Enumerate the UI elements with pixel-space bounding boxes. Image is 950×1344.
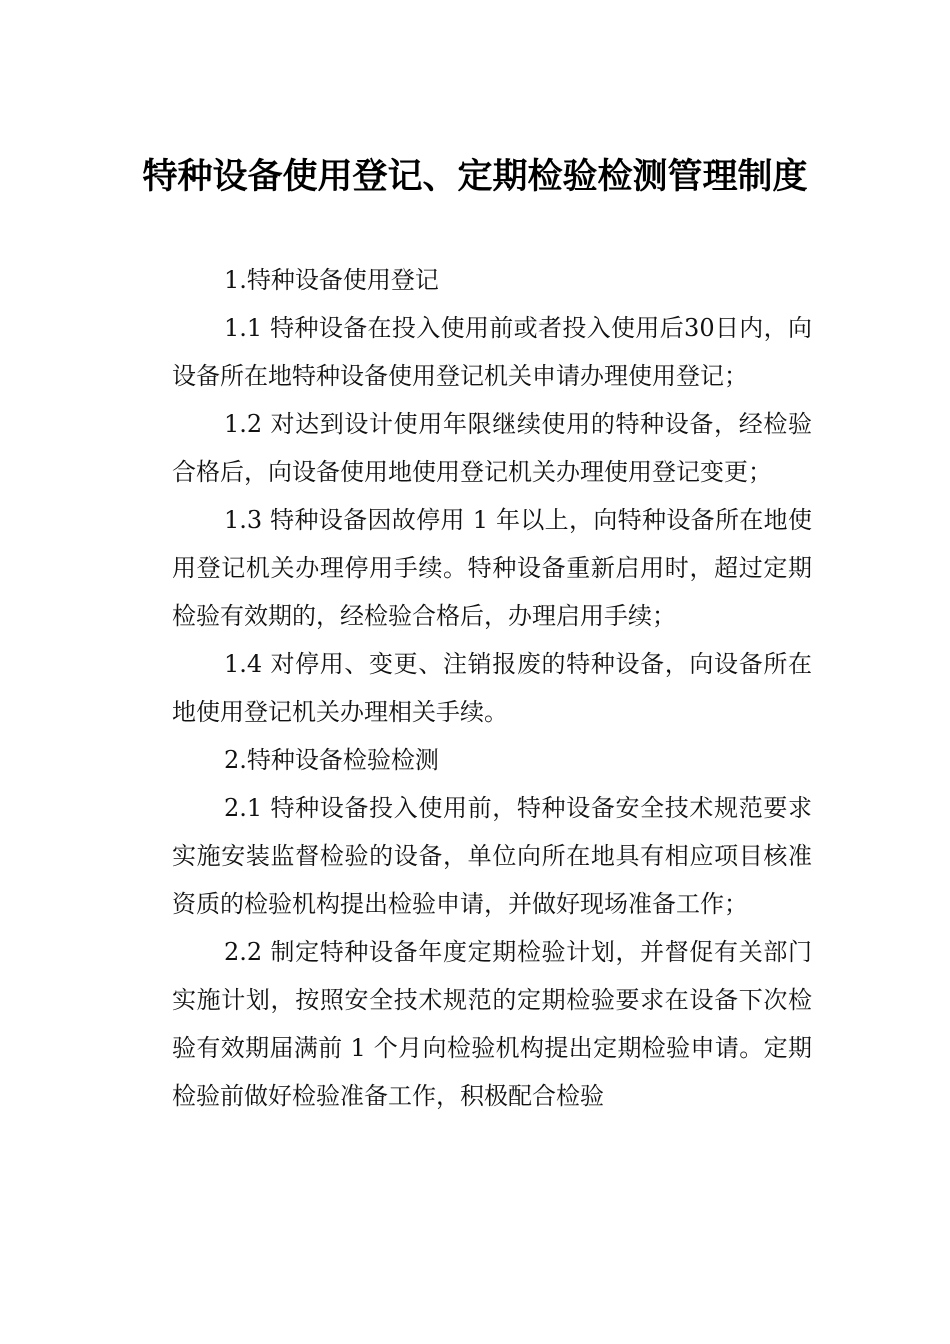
paragraph-2-1: 2.1 特种设备投入使用前，特种设备安全技术规范要求实施安装监督检验的设备，单位向所在地具有相应项目核准资质的检验机构提出检验申请，并做好现场准备工作； [172, 794, 812, 918]
document-title: 特种设备使用登记、定期检验检测管理制度 [142, 156, 808, 197]
section-heading-2: 2.特种设备检验检测 [224, 746, 439, 774]
paragraph-1-1: 1.1 特种设备在投入使用前或者投入使用后30日内，向设备所在地特种设备使用登记机关申请办理使用登记； [172, 314, 812, 390]
paragraph-1-3: 1.3 特种设备因故停用 1 年以上，向特种设备所在地使用登记机关办理停用手续。特种设备重新启用时，超过定期检验有效期的，经检验合格后，办理启用手续； [172, 506, 812, 630]
paragraph-2-2: 2.2 制定特种设备年度定期检验计划，并督促有关部门实施计划，按照安全技术规范的定期检验要求在设备下次检验有效期届满前 1 个月向检验机构提出定期检验申请。定期检验前做好检验准备工作，积极配合检验 [172, 938, 812, 1110]
paragraph-1-4: 1.4 对停用、变更、注销报废的特种设备，向设备所在地使用登记机关办理相关手续。 [172, 650, 812, 726]
document-body [172, 256, 812, 1120]
paragraph-1-2: 1.2 对达到设计使用年限继续使用的特种设备，经检验合格后，向设备使用地使用登记机关办理使用登记变更； [172, 410, 812, 486]
section-heading-1: 1.特种设备使用登记 [224, 266, 439, 294]
